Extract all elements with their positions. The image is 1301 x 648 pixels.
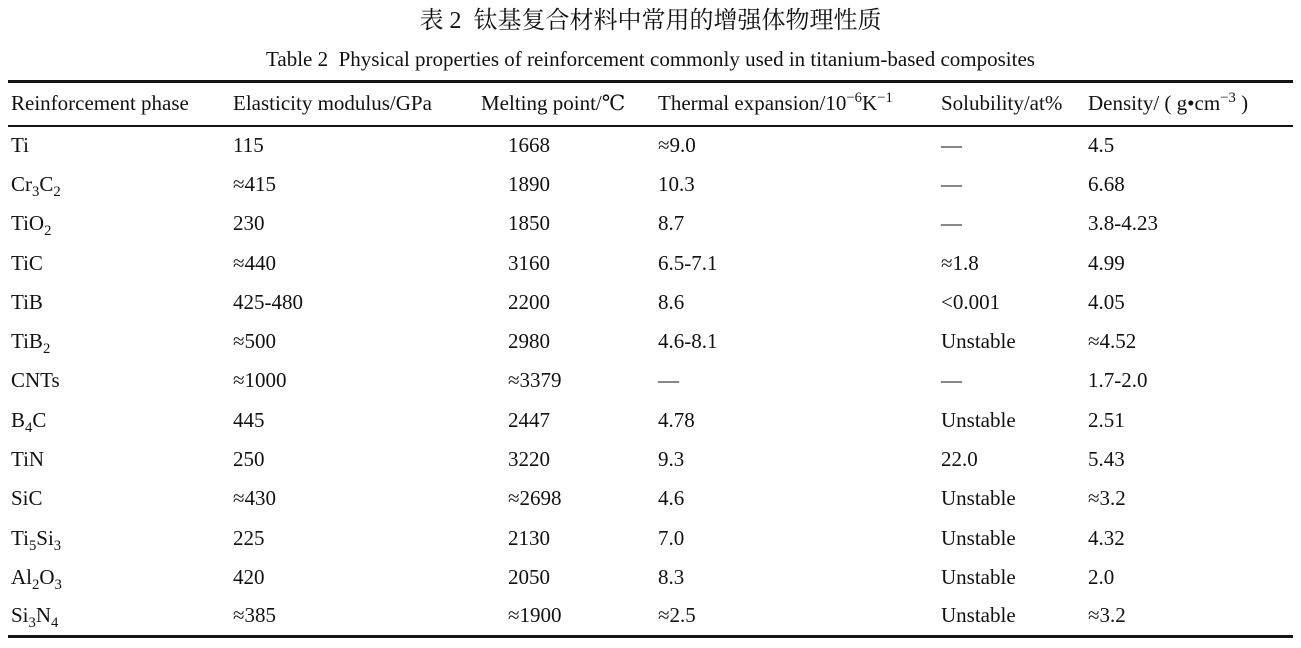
- cell-density: 2.51: [1088, 407, 1125, 432]
- cell-solubility: ≈1.8: [941, 250, 979, 275]
- cell-solubility: Unstable: [941, 603, 1016, 628]
- cell-density: ≈3.2: [1088, 603, 1126, 628]
- cell-phase: $Al_2O_3$: [11, 564, 62, 594]
- cell-solubility: 22.0: [941, 447, 978, 472]
- table-row: [8, 558, 1293, 597]
- cell-solubility: —: [941, 211, 962, 236]
- table-row: [8, 440, 1293, 479]
- cell-phase: CNTs: [11, 368, 60, 393]
- table-row: [8, 401, 1293, 440]
- cell-melting-point: 3160: [508, 250, 550, 275]
- cell-phase: Ti: [11, 133, 29, 158]
- cell-solubility: Unstable: [941, 486, 1016, 511]
- cell-elasticity-modulus: ≈1000: [233, 368, 287, 393]
- cell-elasticity-modulus: 225: [233, 525, 265, 550]
- cell-density: 6.68: [1088, 171, 1125, 196]
- cell-elasticity-modulus: 250: [233, 447, 265, 472]
- cell-phase: $Ti_5Si_3$: [11, 525, 62, 554]
- cell-melting-point: ≈3379: [508, 368, 562, 393]
- table-header: [8, 82, 1293, 126]
- cell-phase: TiB$_2$: [11, 329, 51, 358]
- cell-solubility: <0.001: [941, 289, 1001, 314]
- cell-melting-point: 3220: [508, 447, 550, 472]
- cell-solubility: Unstable: [941, 564, 1016, 589]
- cell-melting-point: 1668: [508, 133, 550, 158]
- table-row: [8, 597, 1293, 636]
- cell-elasticity-modulus: 115: [233, 133, 264, 158]
- cell-melting-point: 2050: [508, 564, 550, 589]
- cell-thermal-expansion: 4.6-8.1: [658, 329, 718, 354]
- cell-thermal-expansion: 4.78: [658, 407, 695, 432]
- cell-elasticity-modulus: ≈500: [233, 329, 277, 354]
- cell-density: ≈3.2: [1088, 486, 1126, 511]
- cell-density: 5.43: [1088, 447, 1125, 472]
- cell-phase: TiO$_2$: [11, 211, 52, 240]
- column-header-thermal-expansion: Thermal expansion/$10^{-6}K^{-1}$: [658, 90, 893, 116]
- cell-solubility: —: [941, 133, 962, 158]
- cell-thermal-expansion: 7.0: [658, 525, 685, 550]
- cell-elasticity-modulus: ≈430: [233, 486, 277, 511]
- cell-elasticity-modulus: ≈385: [233, 603, 277, 628]
- table-row: [8, 243, 1293, 282]
- table-caption-en: Table 2 Physical properties of reinforcement commonly used in titanium-based composites: [266, 47, 1035, 71]
- cell-thermal-expansion: ≈9.0: [658, 133, 696, 158]
- cell-phase: $Cr_3C_2$: [11, 171, 61, 201]
- cell-elasticity-modulus: 230: [233, 211, 265, 236]
- table-row: [8, 126, 1293, 165]
- cell-density: 3.8-4.23: [1088, 211, 1158, 236]
- cell-thermal-expansion: —: [658, 368, 679, 393]
- cell-phase: $Si_3N_4$: [11, 603, 59, 632]
- cell-thermal-expansion: 8.7: [658, 211, 685, 236]
- table-row: [8, 518, 1293, 557]
- cell-phase: TiC: [11, 250, 43, 275]
- cell-thermal-expansion: 6.5-7.1: [658, 250, 718, 275]
- column-header-elasticity-modulus: Elasticity modulus/GPa: [233, 91, 432, 116]
- cell-melting-point: ≈2698: [508, 486, 562, 511]
- column-header-reinforcement-phase: Reinforcement phase: [11, 91, 189, 116]
- cell-thermal-expansion: 8.6: [658, 289, 685, 314]
- cell-melting-point: 1890: [508, 171, 550, 196]
- table-body: [8, 126, 1293, 637]
- cell-density: 4.5: [1088, 133, 1115, 158]
- reinforcement-properties-table: [8, 80, 1293, 638]
- table-row: [8, 283, 1293, 322]
- cell-elasticity-modulus: ≈440: [233, 250, 277, 275]
- header-row: [8, 82, 1293, 126]
- cell-density: 1.7-2.0: [1088, 368, 1148, 393]
- cell-elasticity-modulus: 445: [233, 407, 265, 432]
- cell-phase: TiN: [11, 447, 45, 472]
- cell-thermal-expansion: 8.3: [658, 564, 685, 589]
- cell-solubility: Unstable: [941, 329, 1016, 354]
- cell-density: 2.0: [1088, 564, 1115, 589]
- cell-thermal-expansion: 4.6: [658, 486, 685, 511]
- cell-thermal-expansion: 9.3: [658, 447, 685, 472]
- cell-solubility: —: [941, 171, 962, 196]
- cell-phase: TiB: [11, 289, 43, 314]
- cell-solubility: Unstable: [941, 525, 1016, 550]
- cell-thermal-expansion: ≈2.5: [658, 603, 696, 628]
- cell-solubility: —: [941, 368, 962, 393]
- cell-melting-point: 2130: [508, 525, 550, 550]
- table-caption-zh: 表 2 钛基复合材料中常用的增强体物理性质: [419, 8, 882, 34]
- column-header-solubility: Solubility/at%: [941, 91, 1063, 116]
- cell-density: 4.32: [1088, 525, 1125, 550]
- cell-density: 4.99: [1088, 250, 1125, 275]
- table-row: [8, 204, 1293, 243]
- cell-elasticity-modulus: 420: [233, 564, 265, 589]
- cell-phase: $B_4C$: [11, 407, 47, 436]
- table-row: [8, 165, 1293, 204]
- table-row: [8, 361, 1293, 400]
- cell-melting-point: 1850: [508, 211, 550, 236]
- cell-melting-point: 2447: [508, 407, 550, 432]
- cell-density: 4.05: [1088, 289, 1125, 314]
- column-header-density: Density/ ( $g•cm^{-3}$ ): [1088, 90, 1249, 116]
- cell-elasticity-modulus: ≈415: [233, 171, 277, 196]
- column-header-melting-point: Melting point/℃: [481, 91, 626, 116]
- cell-solubility: Unstable: [941, 407, 1016, 432]
- table-row: [8, 479, 1293, 518]
- cell-phase: SiC: [11, 486, 43, 511]
- cell-melting-point: 2200: [508, 289, 550, 314]
- cell-melting-point: 2980: [508, 329, 550, 354]
- cell-thermal-expansion: 10.3: [658, 171, 695, 196]
- table-row: [8, 322, 1293, 361]
- cell-density: ≈4.52: [1088, 329, 1137, 354]
- cell-melting-point: ≈1900: [508, 603, 562, 628]
- cell-elasticity-modulus: 425-480: [233, 289, 303, 314]
